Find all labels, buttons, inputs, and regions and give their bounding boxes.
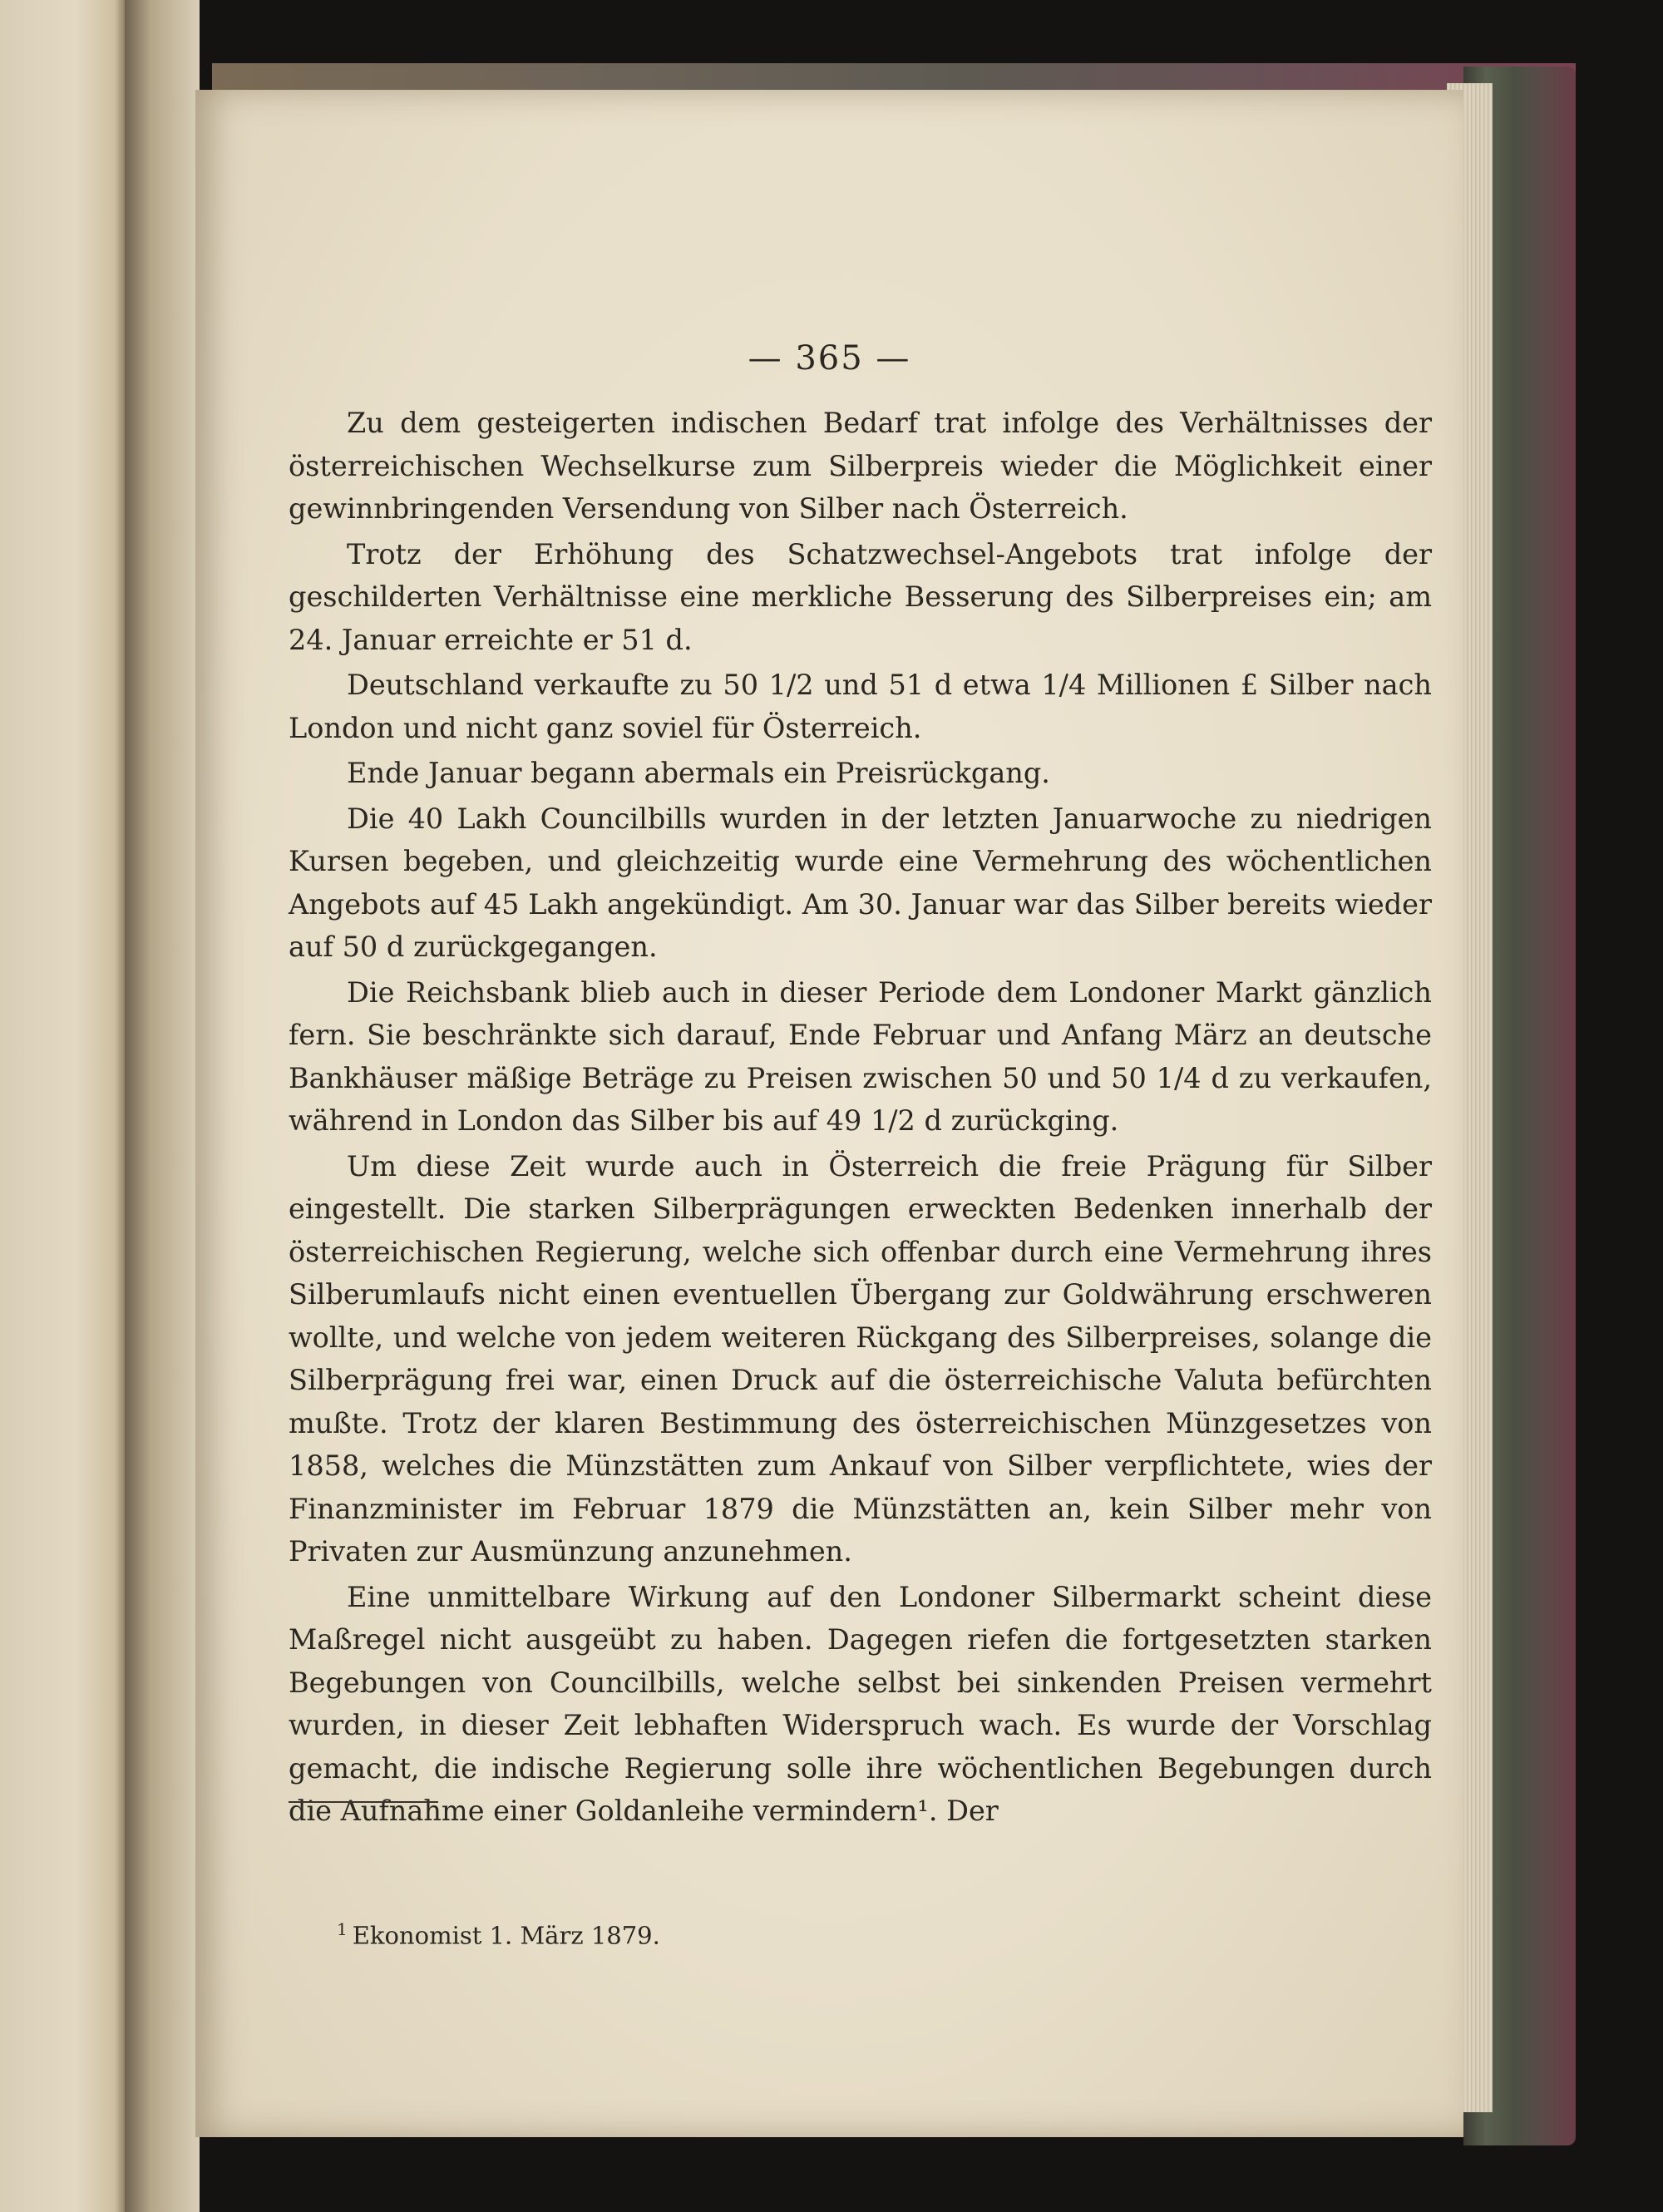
- paragraph: Die Reichsbank blieb auch in dieser Periode dem Londoner Markt gänzlich fern. Sie beschränkte sich darauf, Ende Februar und Anfang März an deutsche Bankhäuser mäßige Beträge zu Preisen zwischen 50 und 50 1/4 d zu verkaufen, während in London das Silber bis auf 49 1/2 d zurückging.: [289, 975, 1432, 1137]
- paragraph: Trotz der Erhöhung des Schatzwechsel-Angebots trat infolge der geschilderten Verhältnisse eine merkliche Besserung des Silberpreises ein; am 24. Januar erreichte er 51 d.: [289, 537, 1432, 656]
- paragraph: Um diese Zeit wurde auch in Österreich die freie Prägung für Silber eingestellt. Die starken Silberprägungen erweckten Bedenken innerhalb der österreichischen Regierung, welche sich offenbar durch eine Vermehrung ihres Silberumlaufs nicht einen eventuellen Übergang zur Goldwährung erschweren wollte, und welche von jedem weiteren Rückgang des Silberpreises, solange die Silberprägung frei war, einen Druck auf die österreichische Valuta befürchten mußte. Trotz der klaren Bestimmung des österreichischen Münzgesetzes von 1858, welches die Münzstätten zum Ankauf von Silber verpflichtete, wies der Finanzminister im Februar 1879 die Münzstätten an, kein Silber mehr von Privaten zur Ausmünzung anzunehmen.: [289, 1149, 1432, 1568]
- book-gutter: [125, 0, 200, 2212]
- paragraph: Deutschland verkaufte zu 50 1/2 und 51 d etwa 1/4 Millionen £ Silber nach London und nicht ganz soviel für Österreich.: [289, 669, 1432, 744]
- footnote: [337, 1919, 1335, 1950]
- footnote-text: Ekonomist 1. März 1879.: [352, 1921, 660, 1950]
- page-number: — 365 —: [748, 339, 911, 378]
- paragraph: Ende Januar begann abermals ein Preisrückgang.: [347, 757, 1050, 789]
- paragraph: Eine unmittelbare Wirkung auf den Londoner Silbermarkt scheint diese Maßregel nicht ausgeübt zu haben. Dagegen riefen die fortgesetzten starken Begebungen von Councilbills, welche selbst bei sinkenden Preisen vermehrt wurden, in dieser Zeit lebhaften Widerspruch wach. Es wurde der Vorschlag gemacht, die indische Regierung solle ihre wöchentlichen Begebungen durch die Aufnahme einer Goldanleihe vermindern¹. Der: [289, 1580, 1432, 1827]
- facing-page-edge: [0, 0, 125, 2212]
- body-text: [289, 402, 1432, 1835]
- paragraph: Die 40 Lakh Councilbills wurden in der letzten Januarwoche zu niedrigen Kursen begeben, und gleichzeitig wurde eine Vermehrung des wöchentlichen Angebots auf 45 Lakh angekündigt. Am 30. Januar war das Silber bereits wieder auf 50 d zurückgegangen.: [289, 802, 1432, 963]
- book-page: [195, 90, 1463, 2137]
- footnote-mark: 1: [337, 1919, 348, 1939]
- paragraph: Zu dem gesteigerten indischen Bedarf trat infolge des Verhältnisses der österreichischen Wechselkurse zum Silberpreis wieder die Möglichkeit einer gewinnbringenden Versendung von Silber nach Österreich.: [289, 407, 1432, 525]
- footnote-rule: [289, 1801, 438, 1803]
